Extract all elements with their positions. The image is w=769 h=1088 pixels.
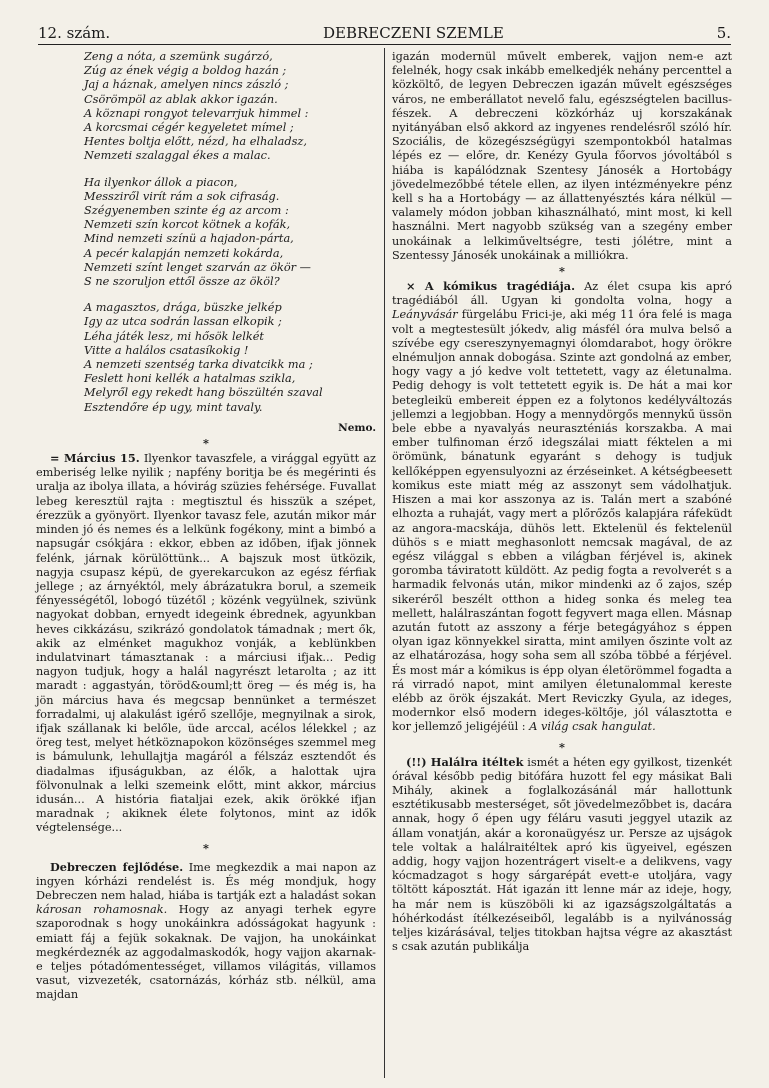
article-komikus-text2: fürgelábu Frici-je, aki még 11 óra felé is maga volt a megtestesült jókedv, alig másfél óra mulva belső a szívébe egy csereszynyemagnyi ólomdarabot, hogy örökre elnémuljon annak dobogása. Szinte azt gondolná az ember, hogy vagy a jó kedve volt tettetett, vagy az életunalma. Pedig dehogy is volt tettetett egyik is. De hát a mai kor betegleikü embereit éppen ez a folytonos kedélyváltozás jellemzi a legjobban. Hogy a mennydörgős mennykű üssön bele ebbe a nyavalyás neuraszténiás korszakba. A mai ember tulfinoman érző idegszálai miatt féktelen a mi örömünk, bánatunk egyaránt s dehogy is tudjuk kellőképpen egyensulyozni az érzéseinket. A kétségbeesett komikus este miatt még az asszonyt sem vádolhatjuk. Hiszen a mai kor asszonya az is. Talán mert a szabóné elhozta a ruhaját, vagy mert a plőrőzős kalapjára ráfeküdt az angora-macskája, dühös lett. Ektelenül és fektelenül dühös s e miatt meghasonlott nemcsak magával, de az egész világgal s ebben a világban férjével is, akinek goromba táviratott küldött. Az pedig fogta a revolverét s a harmadik felvonás után, mikor mindenki az ő zajos, szép sikeréről beszélt otthon a hideg sonka és meleg tea mellett, halálraszántan fogott fegyvert maga ellen. Másnap azután futott az asszony a férje betegágyához s éppen olyan igaz könnyekkel siratta, mint amilyen őszinte volt az az elhatározása, hogy soha sem all szóba többé a férjével. És most már a kómikus is épp olyan életörömmel fogadta a rá virradó napot, mint amilyen életunalommal kereste elébb az örök éjszakát. Mert Reviczky Gyula, az ideges, modernkor első modern ideges-költője, jól választotta e kor jellemző jeligéjéül :: [392, 308, 732, 734]
poem-line: Szégyenemben szinte ég az arcom :: [84, 204, 289, 218]
poem-signature: Nemo.: [338, 421, 376, 434]
poem-line: Nemzeti szín korcot kötnek a kofák,: [84, 218, 291, 232]
poem-line: Jaj a háznak, amelyen nincs zászló ;: [84, 78, 289, 92]
poem-line: Nemzeti szalaggal ékes a malac.: [84, 149, 271, 163]
article-fejlodes-italic: károsan rohamosnak.: [36, 903, 168, 917]
poem-line: A magasztos, drága, büszke jelkép: [84, 301, 282, 315]
poem-line: Esztendőre ép ugy, mint tavaly.: [84, 400, 263, 414]
article-komikus-text: Az élet csupa kis apró tragédiából áll. Ugyan ki gondolta volna, hogy a: [392, 280, 732, 308]
poem-line: Messziről virít rám a sok cifraság.: [84, 189, 280, 203]
page-header: [38, 20, 731, 45]
poem: [36, 50, 376, 415]
article-fejlodes-text2: Hogy az anyagi terhek egyre szaporodnak s hogy unokáinkra adósságokat hagyunk : emiatt fáj a fejük sokaknak. De vajjon, ha unokáinkat megkérdeznék az aggodalmaskodók, hogy vajjon akarnak-e teljes pótadómentességet, villamos világitás, villamos vasut, vizvezeték, csatornázás, kórház stb. nélkül, ama majdan: [36, 903, 377, 1002]
poem-line: Ha ilyenkor állok a piacon,: [84, 175, 238, 189]
issue-number: 12. szám.: [38, 24, 111, 42]
poem-line: Mind nemzeti színü a hajadon-párta,: [84, 232, 294, 246]
article-halalra-text: ismét a héten egy gyilkost, tizenkét órával később pedig bitófára huzott fel egy másikat Bali Mihály, akinek a foglalkozásánál már hallottunk esztétikusabb mesterséget, sőt jövedelmezőbbet is, dacára annak, hogy ő épen ugy féláru vasuti jeggyel utazik az állam vonatján, akár a koronaügyész ur. Persze az ujságok tele voltak a halálraitéltek apró kis ügyeivel, egészen addig, hogy vajjon hozentrágert viselt-e a delikvens, vagy kócmadzagot s hogy sárgarépát evett-e utoljára, vagy töltött káposztát. Hát igazán itt lenne már az ideje, hogy, ha már nem is küszöböli ki az igazságszolgáltatás a hóhérkodást ítélkezéseiből, legalább is a nyilvánosság teljes kizárásával, teljes titokban hajtsa végre az akasztást s csak azután publikálja: [392, 755, 732, 954]
page-number: 5.: [716, 24, 731, 42]
poem-line: Léha játék lesz, mi hősök lelkét: [84, 329, 264, 343]
poem-line: Nemzeti színt lenget szarván az ökör —: [84, 260, 311, 274]
article-fejlodes: [36, 860, 376, 1003]
journal-title: DEBRECZENI SZEMLE: [323, 24, 504, 42]
section-separator: *: [559, 739, 565, 754]
poem-line: Hentes boltja előtt, nézd, ha elhaladsz,: [84, 135, 307, 149]
article-marcius: [36, 451, 376, 835]
left-column: [36, 50, 376, 1003]
article-komikus: [392, 279, 732, 735]
poem-line: Igy az utca sodrán lassan elkopik ;: [84, 315, 282, 329]
poem-line: Feslett honi kellék a hatalmas szikla,: [84, 372, 296, 386]
poem-line: A korcsmai cégér kegyeletet mímel ;: [84, 121, 294, 135]
poem-line: A pecér kalapján nemzeti kokárda,: [84, 246, 284, 260]
poem-stanza: [84, 176, 376, 290]
article-fejlodes-lead: Debreczen fejlődése.: [50, 859, 184, 874]
poem-stanza: [84, 50, 376, 164]
article-marcius-text: Ilyenkor tavaszfele, a virággal együtt az emberiség lelke nyilik ; napfény boritja be és megérinti és uralja az ibolya illata, a hóvirág szüzies fehérsége. Fuvallat lebeg keresztül rajta : megtisztul és hisszük a szépet, érezzük a gyönyört. Ilyenkor tavasz fele, azután mikor már minden jó és nemes és a lelkünk fogékony, mint a bimbó a napsugár csókjára : ekkor, ebben az időben, ifjak jönnek felénk, járnak körülöttünk... A bajszuk most ütközik, nagyja csupasz képü, de gyerekarcukon az egész férfiak jellege ; az árnyéktól, mely ábrázatukra borul, a szemeik fényességétől, lobogó tüzétől ; közénk vegyülnek, szivünk nagyokat dobban, ernyedt idegeink ébrednek, agyunkban heves cikkázásu, szikrázó gondolatok támadnak ; mert ők, akik az elménket magukhoz vonják, a keblünkben indulatvinart támasztanak : a márciusi ifjak... Pedig nagyon tudjuk, hogy a halál nagyrészt letarolta ; az itt maradt : aggastyán, töröd&ouml;tt öreg — és még is, ha jön március hava és megcsap bennünket a természet forradalmi, uj alakulást igérő szellője, megnyilnak a sirok, ifjak szállanak ki belőle, üde arccal, acélos lélekkel ; az öreg test, melyet hétköznapokon közönséges szemmel meg is bámulunk, lehullajtja magáról a félszáz esztendőt és diadalmas ifjuságukban, az élők, a halottak ujra fölvonulnak a lelki szemeink előtt, mint akkor, március idusán... A história fiataljai ezek, akik örökké ifjan maradnak ; akiknek élete folytonos, mint az idők végtelensége...: [36, 452, 376, 835]
poem-line: Csörömpöl az ablak akkor igazán.: [84, 92, 278, 106]
poem-line: Vitte a halálos csatasíkokig !: [84, 343, 249, 357]
poem-stanza: [84, 301, 376, 415]
poem-line: Melyről egy rekedt hang böszültén szaval: [84, 386, 323, 400]
article-komikus-italic: Leányvásár: [392, 308, 458, 322]
poem-line: Zeng a nóta, a szemünk sugárzó,: [84, 50, 273, 63]
poem-line: Zúg az ének végig a boldog hazán ;: [84, 64, 287, 78]
article-marcius-lead: = Március 15.: [50, 451, 140, 466]
poem-line: A köznapi rongyot televarrjuk himmel :: [84, 106, 309, 120]
poem-line: S ne szoruljon ettől össze az ököl?: [84, 275, 280, 289]
section-separator: *: [559, 264, 565, 279]
section-separator: *: [203, 840, 209, 855]
article-halalra: [392, 755, 732, 955]
article-fejlodes-continued: igazán modernül művelt emberek, vajjon nem-e azt felelnék, hogy csak inkább emelkedjék nehány percenttel a közköltő, de legyen Debreczen igazán művelt egészséges város, ne emberállatot nevelő falu, egészségtelen bacillus-fészek. A debreczeni közkórház uj korszakának nyitányában első akkord az ingyenes rendelésről szóló hír. Szociális, de közegészségügyi szempontokból hatalmas lépés ez — előre, dr. Kenézy Gyula főorvos jóvoltából s hiába is kapálódznak Szentesy Jánosék a Hortobágy jövedelmezőbbé tétele ellen, az ilyen intézményekre pénz kell s ha a Hortobágy — az állattenyésztés kára nélkül — valamely módon jobban kihasználható, mint most, ki kell használni. Mert nagyobb szükség van a szegény ember unokáinak a lelkiműveltségre, testi jólétre, mint a Szentessy Jánosék unokáinak a milliókra.: [392, 50, 732, 262]
column-divider: [384, 48, 385, 1078]
right-column: [392, 50, 732, 954]
poem-line: A nemzeti szentség tarka divatcikk ma ;: [84, 358, 313, 372]
article-halalra-lead: (!!) Halálra itéltek: [406, 754, 524, 769]
article-komikus-motto: A világ csak hangulat.: [529, 720, 656, 734]
article-fejlodes-text: Ime megkezdik a mai napon az ingyen kórházi rendelést is. És még mondjuk, hogy Debreczen nem halad, hiába is tartják ezt a haladást sokan: [36, 860, 376, 902]
section-separator: *: [203, 436, 209, 451]
article-komikus-lead: × A kómikus tragédiája.: [406, 279, 576, 294]
